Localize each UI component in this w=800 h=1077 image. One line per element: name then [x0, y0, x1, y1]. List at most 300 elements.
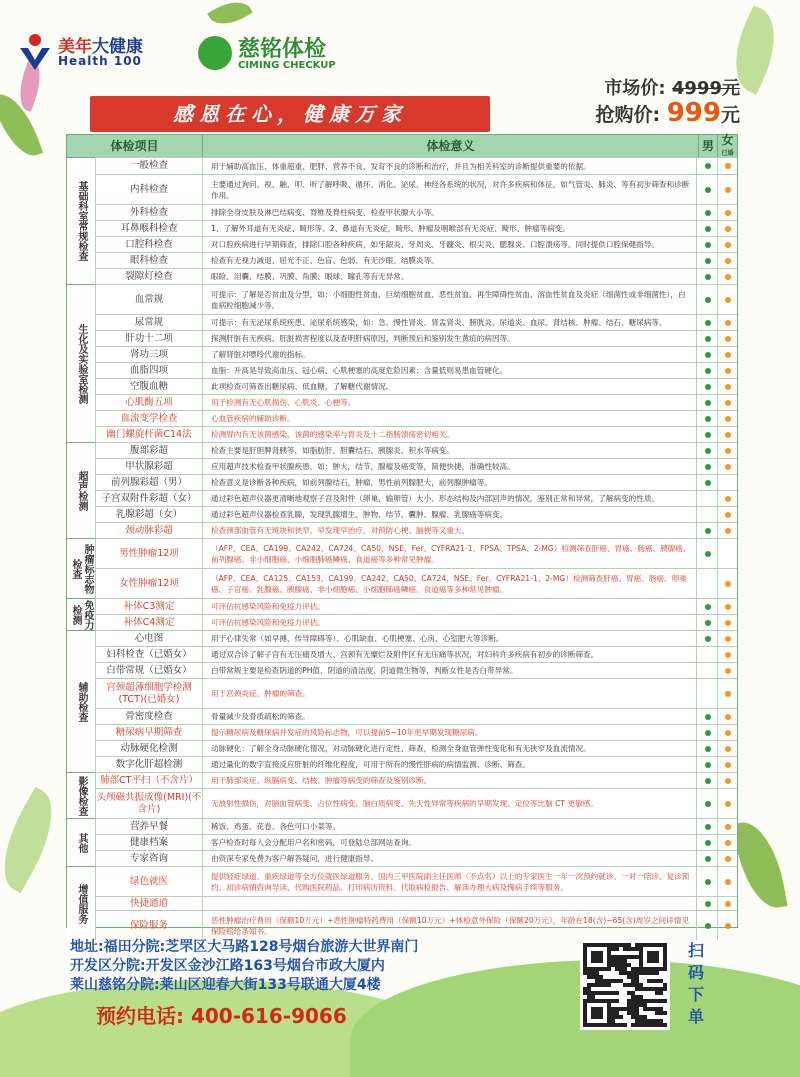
row-item: 妇科检查（已婚女）	[95, 647, 203, 662]
included-dot	[725, 581, 731, 587]
table-row	[67, 756, 737, 772]
male-cell	[699, 491, 718, 506]
table-header	[67, 135, 737, 157]
table-row	[67, 252, 737, 268]
category-label: 影像检查	[67, 772, 95, 818]
qr-module	[663, 987, 667, 991]
included-dot	[725, 432, 731, 438]
female-cell	[718, 631, 737, 646]
row-desc: 可提示：了解是否贫血及分型，如：小细胞性贫血、巨幼细胞贫血、恶性贫血、再生障碍性贫血、溶血性贫血及炎症（细菌性或非细菌性），白血病粒细胞减少等。	[207, 285, 697, 314]
row-item: 营养早餐	[95, 819, 203, 834]
included-dot	[725, 512, 731, 518]
row-desc	[207, 897, 697, 910]
address-1: 福田分院:芝罘区大马路128号烟台旅游大世界南门	[103, 939, 419, 955]
table-row	[67, 330, 737, 346]
row-item: 耳鼻喉科检查	[95, 221, 203, 236]
table-row	[67, 910, 737, 940]
female-cell	[718, 395, 737, 410]
included-dot	[705, 352, 711, 358]
included-dot	[705, 730, 711, 736]
booking-phone[interactable]: 预约电话: 400-616-9066	[96, 1004, 347, 1028]
row-desc: 稀饭、鸡蛋、花卷、各色可口小菜等。	[207, 819, 697, 834]
female-cell	[718, 819, 737, 834]
male-cell	[699, 663, 718, 678]
table-row	[67, 896, 737, 910]
included-dot	[725, 258, 731, 264]
included-dot	[705, 400, 711, 406]
row-item: 颈动脉彩超	[95, 523, 203, 538]
row-item: 肺部CT平扫（不含片）	[95, 773, 203, 788]
included-dot	[725, 336, 731, 342]
row-desc: 用于辅助高血压、体重超重、肥胖、营养不良、发育不良的诊断和治疗，并且为相关科室的诊断提供重要的依据。	[207, 158, 697, 174]
row-item: 骨密度检查	[95, 709, 203, 724]
male-cell	[699, 867, 718, 896]
row-desc: 客户检查时每人会分配用户名和密码，可登陆总部网站查询。	[207, 835, 697, 850]
included-dot	[705, 297, 711, 303]
female-cell	[718, 741, 737, 756]
row-desc: 用于宫颈炎症、肿瘤的筛查。	[207, 679, 697, 708]
qr-module	[599, 1015, 603, 1019]
female-cell	[718, 379, 737, 394]
category-label: 肿瘤标志物检查	[67, 538, 95, 598]
table-row	[67, 598, 737, 614]
qr-module	[615, 947, 619, 951]
female-cell	[718, 569, 737, 598]
qr-module	[663, 967, 667, 971]
included-dot	[725, 352, 731, 358]
included-dot	[705, 901, 711, 907]
address-2: 开发区分院:开发区金沙江路163号烟台市政大厦内	[70, 958, 385, 974]
included-dot	[725, 242, 731, 248]
male-cell	[699, 411, 718, 426]
row-desc: 通过彩色超声仪器更清晰地观察子宫及附件（卵巢、输卵管）大小、形态结构及内部回声的情况，鉴别正常和异常，了解病变的性质。	[207, 491, 697, 506]
table-row	[67, 490, 737, 506]
included-dot	[725, 879, 731, 885]
row-item: 心电图	[95, 631, 203, 646]
male-cell	[699, 158, 718, 174]
ciming-logo	[198, 36, 398, 86]
included-dot	[725, 840, 731, 846]
row-desc: 眼睑、泪囊、结膜、巩膜、角膜、眼球、瞳孔等有无异常。	[207, 269, 697, 284]
included-dot	[725, 163, 731, 169]
row-desc: 可评估抗感染风险和免疫力评估。	[207, 599, 697, 614]
category-label: 超声检测	[67, 442, 95, 538]
male-cell	[699, 569, 718, 598]
table-row	[67, 474, 737, 490]
table-row	[67, 724, 737, 740]
female-cell	[718, 663, 737, 678]
male-cell	[699, 331, 718, 346]
row-item: 空腹血糖	[95, 379, 203, 394]
female-cell	[718, 158, 737, 174]
female-cell	[718, 647, 737, 662]
male-cell	[699, 475, 718, 490]
male-cell	[699, 363, 718, 378]
included-dot	[705, 368, 711, 374]
row-item: 快捷通道	[95, 897, 203, 910]
row-desc: 用于肺部炎症、纵膈病变、结核、肿瘤等病变的筛查及鉴别诊断。	[207, 773, 697, 788]
row-desc: 应用超声技术检查甲状腺疾患，如：肿大，结节，腺瘤及癌变等，简便快捷，准确性较高。	[207, 459, 697, 474]
category-label: 免疫力检测	[67, 598, 95, 630]
table-row	[67, 157, 737, 174]
row-item: 腹部彩超	[95, 443, 203, 458]
table-row	[67, 708, 737, 724]
qr-module	[619, 1015, 623, 1019]
row-item: 尿常规	[95, 315, 203, 330]
included-dot	[725, 368, 731, 374]
female-cell	[718, 315, 737, 330]
male-cell	[699, 253, 718, 268]
sale-price: 抢购价: 999元	[595, 98, 740, 128]
female-cell	[718, 443, 737, 458]
address-block	[70, 938, 590, 995]
row-item: 眼科检查	[95, 253, 203, 268]
included-dot	[705, 320, 711, 326]
row-desc: 恶性肿瘤治疗费用（保额10万元）+恶性肿瘤特药费用（保额10万元）+体检意外保险（保额20万元），年龄在18(含)~65(含)周岁之间详情见保险赔给条知书。	[207, 911, 697, 940]
slogan-banner: 感恩在心，健康万家	[90, 96, 490, 132]
table-row	[67, 630, 737, 646]
row-item: 宫颈超薄细胞学检测(TCT)(已婚女)	[95, 679, 203, 708]
ciming-icon	[198, 36, 232, 70]
female-cell	[718, 237, 737, 252]
male-cell	[699, 599, 718, 614]
row-item: 口腔科检查	[95, 237, 203, 252]
included-dot	[725, 652, 731, 658]
row-item: 甲状腺彩超	[95, 459, 203, 474]
male-cell	[699, 523, 718, 538]
female-cell	[718, 523, 737, 538]
row-desc: 提示糖尿病及糖尿病并发症的风险标志物，可以提前5~10年更早期发现糖尿病。	[207, 725, 697, 740]
row-desc: 提供轻症绿道、重疾绿道等全方位就医绿道服务。国内三甲医院副主任医师（不点名）以上的专家医生一年一次预约就诊、一对一陪诊、复诊预约、初诊病情咨询导读、代购医院药品、打印病历资料、代取病检报告、解读办理大病及慢病手续等服务。	[207, 867, 697, 896]
table-row	[67, 850, 737, 866]
market-price: 市场价: 4999元	[604, 78, 740, 99]
included-dot	[725, 730, 731, 736]
health100-icon	[18, 32, 52, 72]
row-desc: （AFP、CEA、CA199、CA242、CA724、CA50、NSE、Fer、CYFRA21-1、FPSA、TPSA、2-MG）检测筛查肝癌、胃癌、肠癌、胰腺癌、前列腺癌、非小细胞癌、小细胞肺癌鳞癌、食道癌等多种常见肿瘤。	[207, 539, 697, 568]
qr-code[interactable]	[580, 940, 670, 1030]
female-cell	[718, 679, 737, 708]
female-cell	[718, 363, 737, 378]
table-row	[67, 204, 737, 220]
table-row	[67, 362, 737, 378]
female-cell	[718, 851, 737, 866]
male-cell	[699, 741, 718, 756]
table-row	[67, 314, 737, 330]
included-dot	[725, 496, 731, 502]
included-dot	[725, 714, 731, 720]
female-cell	[718, 911, 737, 940]
included-dot	[705, 856, 711, 862]
qr-module	[655, 971, 659, 975]
included-dot	[705, 879, 711, 885]
health100-logo	[18, 32, 188, 82]
included-dot	[705, 604, 711, 610]
header-female: 女 已婚	[721, 133, 734, 157]
included-dot	[705, 824, 711, 830]
qr-module	[623, 1023, 627, 1027]
table-row	[67, 538, 737, 568]
included-dot	[705, 226, 711, 232]
female-cell	[718, 835, 737, 850]
female-cell	[718, 491, 737, 506]
male-cell	[699, 851, 718, 866]
row-desc: 通过双合诊了解子宫有无压痛及增大、宫颈有无糜烂及附件区有无压痛等状况，对妇科许多疾病有初步的诊断筛查。	[207, 647, 697, 662]
table-row	[67, 458, 737, 474]
female-cell	[718, 411, 737, 426]
female-cell	[718, 285, 737, 314]
included-dot	[705, 384, 711, 390]
row-item: 内科检查	[95, 175, 203, 204]
row-desc: 检查颈部血管有无斑块和狭窄，早发现早治疗，对预防心梗、脑梗等又重大。	[207, 523, 697, 538]
health100-en: Health 100	[58, 54, 142, 68]
included-dot	[725, 856, 731, 862]
table-row	[67, 220, 737, 236]
male-cell	[699, 647, 718, 662]
included-dot	[725, 824, 731, 830]
included-dot	[725, 320, 731, 326]
row-desc: 用于检测有无心肌损伤、心肌炎、心梗等。	[207, 395, 697, 410]
included-dot	[705, 258, 711, 264]
table-row	[67, 818, 737, 834]
male-cell	[699, 459, 718, 474]
leaf-decoration	[0, 787, 70, 894]
included-dot	[705, 778, 711, 784]
male-cell	[699, 773, 718, 788]
row-item: 肾功三项	[95, 347, 203, 362]
leaf-decoration	[732, 817, 787, 913]
included-dot	[705, 416, 711, 422]
female-cell	[718, 615, 737, 630]
male-cell	[699, 269, 718, 284]
table-row	[67, 378, 737, 394]
row-item: 数字化肝超检测	[95, 757, 203, 772]
female-cell	[718, 221, 737, 236]
table-row	[67, 394, 737, 410]
row-desc: 白带常规主要是检查阴道的PH值、阴道的清洁度、阴道微生物等，判断女性是否白带异常。	[207, 663, 697, 678]
checkup-table	[66, 133, 738, 936]
row-item: 动脉硬化检测	[95, 741, 203, 756]
table-row	[67, 426, 737, 442]
row-desc: 由资深专家免费为客户解答疑问，进行健康指导。	[207, 851, 697, 866]
included-dot	[705, 187, 711, 193]
male-cell	[699, 285, 718, 314]
female-cell	[718, 331, 737, 346]
male-cell	[699, 221, 718, 236]
table-row	[67, 568, 737, 598]
included-dot	[705, 801, 711, 807]
row-desc: 可评估抗感染风险和免疫力评估。	[207, 615, 697, 630]
male-cell	[699, 835, 718, 850]
female-cell	[718, 867, 737, 896]
included-dot	[725, 528, 731, 534]
male-cell	[699, 679, 718, 708]
health100-cn: 美年大健康	[58, 37, 143, 57]
row-desc: 主要通过询问、视、触、叩、听了解呼吸、循环、消化、泌尿、神经各系统的状况，对许多疾病和体征，如气管炎、肺炎、等有初步筛查和诊断作用。	[207, 175, 697, 204]
table-row	[67, 646, 737, 662]
header-item: 体检项目	[67, 135, 203, 157]
row-item: 绿色就医	[95, 867, 203, 896]
table-row	[67, 284, 737, 314]
male-cell	[699, 897, 718, 910]
row-item: 血常规	[95, 285, 203, 314]
female-cell	[718, 253, 737, 268]
row-item: 补体C3测定	[95, 599, 203, 614]
included-dot	[725, 448, 731, 454]
table-row	[67, 442, 737, 458]
row-desc: 了解肾脏对嘌呤代谢的指标。	[207, 347, 697, 362]
qr-module	[655, 959, 659, 963]
included-dot	[725, 668, 731, 674]
row-desc: 此项检查可筛查出糖尿病、低血糖，了解糖代谢情况。	[207, 379, 697, 394]
row-item: 裂隙灯检查	[95, 269, 203, 284]
row-item: 肝功十二项	[95, 331, 203, 346]
male-cell	[699, 379, 718, 394]
male-cell	[699, 175, 718, 204]
row-desc: 探测肝脏有无疾病、肝脏损害程度以及查明肝病原因、判断预后和鉴别发生黄疸的病因等。	[207, 331, 697, 346]
row-desc: 动脉硬化：了解全身动脉硬化情况，对动脉硬化进行定性、筛查，检测全身血管弹性变化和有无狭窄及血流情况。	[207, 741, 697, 756]
included-dot	[725, 464, 731, 470]
male-cell	[699, 237, 718, 252]
included-dot	[705, 163, 711, 169]
included-dot	[725, 274, 731, 280]
included-dot	[725, 604, 731, 610]
male-cell	[699, 205, 718, 220]
row-item: 幽门螺旋杆菌C14法	[95, 427, 203, 442]
address-3: 莱山慈铭分院:莱山区迎春大街133号联通大厦4楼	[70, 977, 381, 993]
female-cell	[718, 347, 737, 362]
row-desc: 检测胃内有无该菌感染，该菌的感染率与胃炎及十二指肠溃疡密切相关。	[207, 427, 697, 442]
female-cell	[718, 789, 737, 818]
scan-to-order: 扫码下单	[687, 941, 704, 1026]
brand-header	[18, 10, 718, 80]
qr-module	[599, 959, 603, 963]
row-item: 一般检查	[95, 158, 203, 174]
qr-module	[615, 999, 619, 1003]
female-cell	[718, 725, 737, 740]
included-dot	[705, 551, 711, 557]
row-item: 心肌酶五项	[95, 395, 203, 410]
row-item: 外科检查	[95, 205, 203, 220]
included-dot	[725, 400, 731, 406]
male-cell	[699, 911, 718, 940]
ciming-en: CIMING CHECKUP	[238, 60, 336, 71]
included-dot	[725, 384, 731, 390]
included-dot	[705, 242, 711, 248]
female-cell	[718, 897, 737, 910]
row-desc: 检查有无视力减退、屈光不正、色盲、色弱、有无沙眼、结膜炎等。	[207, 253, 697, 268]
included-dot	[705, 762, 711, 768]
table-row	[67, 506, 737, 522]
category-label: 基础科室常规检查	[67, 157, 95, 284]
row-item: 保险服务	[95, 911, 203, 940]
row-item: 血脂四项	[95, 363, 203, 378]
row-item: 补体C4测定	[95, 615, 203, 630]
included-dot	[725, 416, 731, 422]
included-dot	[725, 187, 731, 193]
included-dot	[725, 746, 731, 752]
included-dot	[725, 297, 731, 303]
row-desc: 1、了解外耳道有无炎症、畸形等。2、鼻道有无炎症，畸形、肿瘤及咽喉部有无炎症、畸形、肿瘤等病变。	[207, 221, 697, 236]
included-dot	[725, 226, 731, 232]
female-cell	[718, 539, 737, 568]
table-row	[67, 678, 737, 708]
row-item: 血流变学检查	[95, 411, 203, 426]
female-cell	[718, 269, 737, 284]
male-cell	[699, 819, 718, 834]
category-label: 其他	[67, 818, 95, 866]
included-dot	[705, 432, 711, 438]
male-cell	[699, 757, 718, 772]
row-desc: 心血管疾病的辅助诊断。	[207, 411, 697, 426]
included-dot	[705, 528, 711, 534]
row-desc: 通过量化的数字直接反应肝脏的纤维化程度，可用于所有的慢性肝病的病情监测、诊断、筛查。	[207, 757, 697, 772]
included-dot	[725, 636, 731, 642]
included-dot	[705, 210, 711, 216]
male-cell	[699, 631, 718, 646]
table-row	[67, 268, 737, 284]
category-label: 增值服务	[67, 866, 95, 940]
female-cell	[718, 205, 737, 220]
included-dot	[725, 762, 731, 768]
table-row	[67, 522, 737, 538]
included-dot	[725, 691, 731, 697]
row-desc: 骨量减少及骨质疏松的筛查。	[207, 709, 697, 724]
included-dot	[705, 336, 711, 342]
male-cell	[699, 427, 718, 442]
table-row	[67, 346, 737, 362]
qr-module	[607, 983, 611, 987]
row-item: 女性肿瘤12项	[95, 569, 203, 598]
included-dot	[705, 620, 711, 626]
male-cell	[699, 315, 718, 330]
row-item: 专家咨询	[95, 851, 203, 866]
row-item: 男性肿瘤12项	[95, 539, 203, 568]
female-cell	[718, 709, 737, 724]
included-dot	[705, 714, 711, 720]
male-cell	[699, 507, 718, 522]
table-row	[67, 866, 737, 896]
row-desc: 检查主要是肝胆脾肾胰等，如脂肪肝、胆囊结石、胰腺炎、积水等病变。	[207, 443, 697, 458]
male-cell	[699, 539, 718, 568]
included-dot	[725, 620, 731, 626]
row-desc: 无放射性损伤，对脑血管病变、占位性病变、脑白质病变、先天性异常等疾病的早期发现、定位等比脑 CT 更敏感。	[207, 789, 697, 818]
table-row	[67, 788, 737, 818]
included-dot	[725, 801, 731, 807]
included-dot	[705, 636, 711, 642]
qr-module	[663, 1023, 667, 1027]
male-cell	[699, 789, 718, 818]
included-dot	[725, 923, 731, 929]
address-label: 地址:	[70, 939, 104, 955]
table-row	[67, 174, 737, 204]
row-desc: 可提示：有无泌尿系统疾患、泌尿系统感染，如：急、慢性肾炎、肾盂肾炎、膀胱炎、尿道炎、血尿、肾结核、肿瘤、结石、糖尿病等。	[207, 315, 697, 330]
female-cell	[718, 757, 737, 772]
included-dot	[705, 274, 711, 280]
female-cell	[718, 507, 737, 522]
included-dot	[725, 901, 731, 907]
category-label: 生化及实验室检测	[67, 284, 95, 442]
included-dot	[725, 210, 731, 216]
ciming-cn: 慈铭体检	[238, 37, 327, 62]
male-cell	[699, 443, 718, 458]
female-cell	[718, 599, 737, 614]
category-label: 辅助检查	[67, 630, 95, 772]
male-cell	[699, 725, 718, 740]
included-dot	[725, 778, 731, 784]
row-item: 健康档案	[95, 835, 203, 850]
table-row	[67, 614, 737, 630]
row-item: 前列腺彩超（男）	[95, 475, 203, 490]
